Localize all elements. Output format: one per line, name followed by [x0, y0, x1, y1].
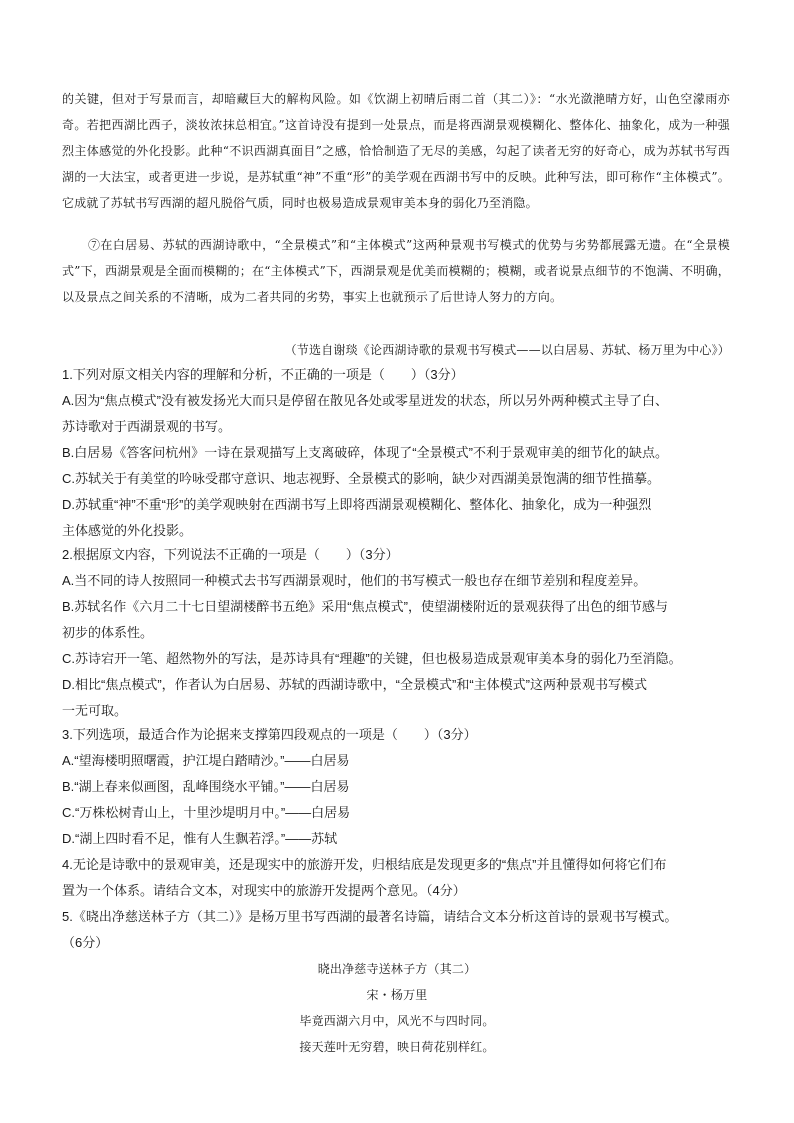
question-1-option-a-cont: 苏诗歌对于西湖景观的书写。 [62, 419, 232, 434]
question-2-stem: 2.根据原文内容，下列说法不正确的一项是（ ）（3分） [62, 547, 399, 562]
question-2-option-b-cont: 初步的体系性。 [62, 625, 154, 640]
passage-paragraph-6: 的关键，但对于写景而言，却暗藏巨大的解构风险。如《饮湖上初晴后雨二首（其二）》：“水光潋滟晴方好，山色空濛雨亦奇。若把西湖比西子，淡妆浓抹总相宜。”这首诗没有提到一处景点，而是将西湖景观模糊化、整体化、抽象化，成为一种强烈主体感觉的外化投影。此种“不识西湖真面目”之感，恰恰制造了无尽的美感，勾起了读者无穷的好奇心，成为苏轼书写西湖的一大法宝，或者更进一步说，是苏轼重“神”不重“形”的美学观在西湖书写中的反映。此种写法，即可称作“主体模式”。它成就了苏轼书写西湖的超凡脱俗气质，同时也极易造成景观审美本身的弱化乃至消隐。 [62, 92, 730, 210]
question-1-option-c: C.苏轼关于有美堂的吟咏受郡守意识、地志视野、全景模式的影响，缺少对西湖美景饱满的细节性描摹。 [62, 471, 661, 486]
question-2-option-a: A.当不同的诗人按照同一种模式去书写西湖景观时，他们的书写模式一般也存在细节差别和程度差异。 [62, 573, 647, 588]
question-2-option-d-cont: 一无可取。 [62, 703, 128, 718]
question-5-line-1: 5.《晓出净慈送林子方（其二）》是杨万里书写西湖的最著名诗篇，请结合文本分析这首诗的景观书写模式。 [62, 909, 678, 924]
poem-author: 宋・杨万里 [366, 988, 428, 1002]
question-1-option-a: A.因为“焦点模式”没有被发扬光大而只是停留在散见各处或零星迸发的状态，所以另外两种模式主导了白、 [62, 393, 668, 408]
question-1-stem: 1.下列对原文相关内容的理解和分析，不正确的一项是（ ）（3分） [62, 367, 464, 382]
passage-source: （节选自谢琰《论西湖诗歌的景观书写模式——以白居易、苏轼、杨万里为中心》） [284, 343, 730, 357]
question-5-line-2: （6分） [62, 935, 109, 950]
question-3-option-c: C.“万株松树青山上，十里沙堤明月中。”——白居易 [62, 805, 351, 820]
question-3-option-a: A.“望海楼明照曙霞，护江堤白踏晴沙。”——白居易 [62, 753, 350, 768]
question-2-option-c: C.苏诗宕开一笔、超然物外的写法，是苏诗具有“理趣”的关键，但也极易造成景观审美本身的弱化乃至消隐。 [62, 651, 682, 666]
poem-line-1: 毕竟西湖六月中，风光不与四时同。 [299, 1014, 495, 1028]
question-4-line-2: 置为一个体系。请结合文本，对现实中的旅游开发提两个意见。（4分） [62, 883, 466, 898]
poem-title: 晓出净慈寺送林子方（其二） [317, 962, 477, 976]
passage-paragraph-7: ⑦在白居易、苏轼的西湖诗歌中，“全景模式”和“主体模式”这两种景观书写模式的优势与劣势都展露无遗。在“全景模式”下，西湖景观是全面而模糊的；在“主体模式”下，西湖景观是优美而模糊的；模糊，或者说景点细节的不饱满、不明确，以及景点之间关系的不清晰，成为二者共同的劣势，事实上也就预示了后世诗人努力的方向。 [62, 238, 730, 304]
question-1-option-d-cont: 主体感觉的外化投影。 [62, 523, 193, 538]
question-3-option-b: B.“湖上春来似画图，乱峰围绕水平铺。”——白居易 [62, 779, 350, 794]
poem-line-2: 接天莲叶无穷碧，映日荷花别样红。 [299, 1040, 495, 1054]
question-3-stem: 3.下列选项，最适合作为论据来支撑第四段观点的一项是（ ）（3分） [62, 727, 477, 742]
question-2-option-b: B.苏轼名作《六月二十七日望湖楼醉书五绝》采用“焦点模式”，使望湖楼附近的景观获得了出色的细节感与 [62, 599, 668, 614]
question-1-option-d: D.苏轼重“神”不重“形”的美学观映射在西湖书写上即将西湖景观模糊化、整体化、抽象化，成为一种强烈 [62, 497, 652, 512]
question-1-option-b: B.白居易《答客问杭州》一诗在景观描写上支离破碎，体现了“全景模式”不利于景观审美的细节化的缺点。 [62, 445, 668, 460]
question-3-option-d: D.“湖上四时看不足，惟有人生飘若浮。”——苏轼 [62, 831, 338, 846]
question-4-line-1: 4.无论是诗歌中的景观审美，还是现实中的旅游开发，归根结底是发现更多的“焦点”并且懂得如何将它们布 [62, 857, 667, 872]
question-2-option-d: D.相比“焦点模式”，作者认为白居易、苏轼的西湖诗歌中，“全景模式”和“主体模式”这两种景观书写模式 [62, 677, 647, 692]
